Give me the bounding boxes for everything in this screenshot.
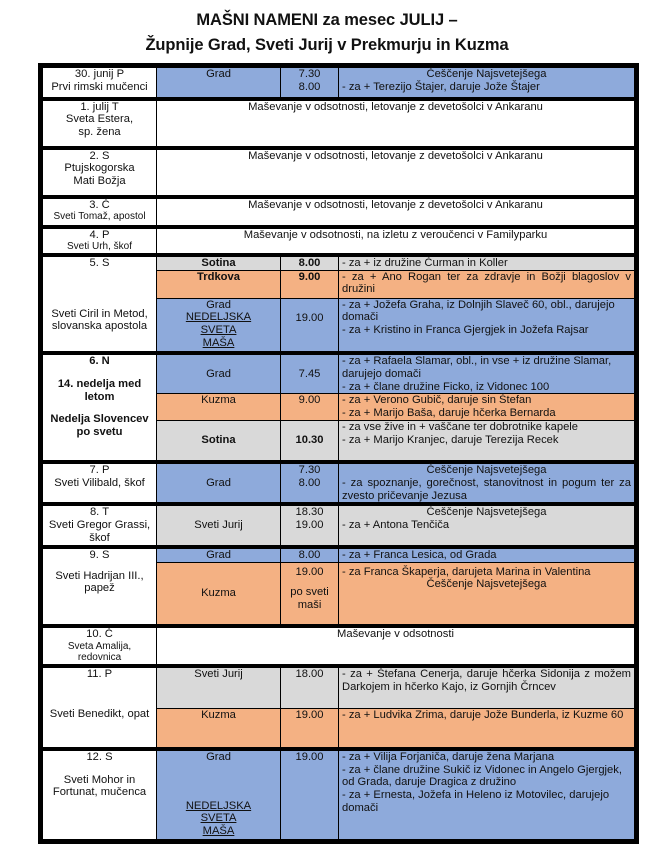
day-cell — [41, 255, 157, 353]
time-value: 8.00 — [298, 80, 321, 93]
intention-cell — [339, 66, 637, 99]
absence-note: Maševanje v odsotnosti — [157, 626, 637, 666]
location-cell: Grad — [157, 547, 281, 562]
intention: - za + Franca Lesica, od Grada — [339, 547, 637, 562]
location-cell: Grad — [157, 462, 281, 504]
time-cell: 9.00 — [281, 394, 339, 421]
adoration-note: Češčenje Najsvetejšega — [426, 463, 547, 476]
day-cell — [41, 353, 157, 462]
day-cell — [41, 462, 157, 504]
day-cell — [41, 148, 157, 197]
day-cell — [41, 197, 157, 227]
sunday-mass-label: MAŠA — [202, 825, 235, 838]
day-cell — [41, 504, 157, 546]
table-row — [41, 66, 637, 99]
adoration-note: Češčenje Najsvetejšega — [426, 578, 547, 591]
day-title: 14. nedelja med letom — [57, 377, 142, 403]
mass-schedule-table — [38, 63, 639, 844]
day-saint: Sveta Amalija, redovnica — [67, 640, 132, 664]
day-saint: Sveti Ciril in Metod, — [51, 307, 148, 320]
time-cell: 18.00 — [281, 666, 339, 709]
time-value: 8.00 — [298, 476, 321, 489]
absence-note: Maševanje v odsotnosti, na izletu z veroučenci v Familyparku — [157, 227, 637, 255]
day-saint: Sveti Vilibald, škof — [54, 476, 145, 489]
day-saint: sp. žena — [78, 126, 121, 139]
intention-cell — [339, 298, 637, 353]
adoration-note: Češčenje Najsvetejšega — [426, 506, 547, 519]
location-name: Grad — [206, 750, 231, 763]
day-saint: Ptujskogorska — [64, 162, 135, 175]
intention-cell — [339, 504, 637, 546]
day-date: 2. S — [89, 149, 110, 162]
adoration-note: Češčenje Najsvetejšega — [426, 68, 547, 80]
intention-cell — [339, 421, 637, 462]
time-cell: 8.00 — [281, 255, 339, 270]
table-row — [41, 547, 637, 562]
time-cell — [281, 66, 339, 99]
day-saint: Sveta Estera, — [65, 113, 134, 126]
day-saint: slovanska apostola — [51, 320, 148, 333]
time-value: 7.30 — [298, 68, 321, 80]
location-cell — [157, 298, 281, 353]
day-date: 8. T — [89, 506, 110, 519]
intention-cell — [339, 394, 637, 421]
day-date: 10. Č — [86, 628, 113, 641]
absence-note: Maševanje v odsotnosti, letovanje z devetošolci v Ankaranu — [157, 197, 637, 227]
time-value: po sveti — [290, 586, 329, 599]
day-date: 7. P — [89, 463, 110, 476]
day-cell — [41, 547, 157, 626]
table-row — [41, 749, 637, 842]
intention: - za + člane družine Ficko, iz Vidonec 100 — [342, 380, 550, 393]
time-cell — [281, 462, 339, 504]
day-date: 12. S — [86, 750, 113, 763]
day-date: 5. S — [89, 256, 110, 269]
intention: - za + Jožefa Graha, iz Dolnjih Slaveč 60, obl., darujejo domači — [342, 298, 615, 324]
table-row — [41, 255, 637, 270]
intention-cell — [339, 562, 637, 626]
day-saint: Sveti Mohor in — [63, 773, 136, 786]
intention: - za + Vilija Forjaniča, daruje žena Marjana — [342, 750, 555, 763]
day-saint: škof — [89, 531, 110, 544]
intention: - za + Ano Rogan ter za zdravje in Božji blagoslov v družini — [339, 270, 637, 298]
location-cell: Grad — [157, 353, 281, 394]
day-date: 4. P — [89, 228, 110, 241]
table-row — [41, 148, 637, 197]
location-cell: Sotina — [157, 421, 281, 462]
time-cell: 19.00 — [281, 749, 339, 842]
time-cell: 7.45 — [281, 353, 339, 394]
location-cell: Kuzma — [157, 709, 281, 749]
time-cell — [281, 298, 339, 353]
time-value: 7.30 — [298, 463, 321, 476]
intention: - za + iz družine Čurman in Koller — [339, 255, 637, 270]
table-row — [41, 227, 637, 255]
location-cell — [157, 749, 281, 842]
intention: - za vse žive in + vaščane ter dobrotnike kapele — [342, 421, 578, 434]
time-value: maši — [297, 599, 322, 612]
location-cell: Sveti Jurij — [157, 666, 281, 709]
sunday-mass-label: SVETA — [200, 812, 237, 825]
day-date: 1. julij T — [80, 100, 119, 113]
day-cell — [41, 227, 157, 255]
location-name: Grad — [206, 298, 231, 311]
table-row — [41, 462, 637, 504]
location-cell: Kuzma — [157, 394, 281, 421]
time-value: 18.30 — [295, 506, 324, 519]
location-cell: Kuzma — [157, 562, 281, 626]
page-title: MAŠNI NAMENI za mesec JULIJ – — [196, 11, 458, 29]
time-value: 19.00 — [295, 311, 324, 324]
table-row — [41, 666, 637, 709]
day-cell — [41, 626, 157, 666]
intention: - za + Marijo Kranjec, daruje Terezija Recek — [342, 434, 559, 447]
table-row — [41, 353, 637, 394]
intention: - za + člane družine Sukič iz Vidonec in Angelo Gjergjek, od Grada, daruje Dragica z družino — [342, 763, 622, 789]
day-saint: Prvi rimski mučenci — [51, 80, 148, 93]
absence-note: Maševanje v odsotnosti, letovanje z devetošolci v Ankaranu — [157, 148, 637, 197]
sunday-mass-label: NEDELJSKA — [185, 311, 252, 324]
intention-cell — [339, 749, 637, 842]
day-title: Nedelja Slovencev po svetu — [50, 413, 149, 439]
intention: - za + Terezijo Štajer, daruje Jože Štajer — [342, 80, 540, 93]
day-saint: Fortunat, mučenca — [52, 786, 147, 799]
table-row — [41, 504, 637, 546]
intention: - za + Marijo Baša, daruje hčerka Bernarda — [342, 407, 556, 420]
day-saint: Sveti Benedikt, opat — [49, 707, 150, 720]
intention: - za spoznanje, gorečnost, stanovitnost in pogum ter za zvesto pričevanje Jezusa — [342, 476, 631, 502]
sunday-mass-label: NEDELJSKA — [185, 799, 252, 812]
table-row — [41, 99, 637, 148]
intention: - za + Verono Gubič, daruje sin Štefan — [342, 394, 532, 407]
intention-cell — [339, 462, 637, 504]
location-cell: Trdkova — [157, 270, 281, 298]
sunday-mass-label: MAŠA — [202, 336, 235, 349]
intention: - za + Kristino in Franca Gjergjek in Jožefa Rajsar — [342, 324, 589, 337]
time-cell — [281, 562, 339, 626]
time-cell: 9.00 — [281, 270, 339, 298]
page-subtitle: Župnije Grad, Sveti Jurij v Prekmurju in Kuzma — [145, 36, 509, 54]
intention: - za + Rafaela Slamar, obl., in vse + iz družine Slamar, darujejo domači — [342, 355, 612, 380]
intention: - za Franca Škaperja, darujeta Marina in Valentina — [342, 565, 591, 578]
day-date: 3. Č — [89, 198, 110, 211]
time-cell: 10.30 — [281, 421, 339, 462]
time-value: 19.00 — [295, 519, 324, 532]
day-date: 30. junij P — [74, 68, 125, 80]
time-cell: 19.00 — [281, 709, 339, 749]
absence-note: Maševanje v odsotnosti, letovanje z devetošolci v Ankaranu — [157, 99, 637, 148]
day-saint: Sveti Urh, škof — [66, 241, 133, 253]
location-cell: Sotina — [157, 255, 281, 270]
intention: - za + Ludvika Zrima, daruje Jože Bunderla, iz Kuzme 60 — [339, 709, 637, 749]
day-date: 6. N — [89, 355, 110, 368]
intention: - za + Antona Tenčiča — [342, 519, 450, 532]
day-saint: papež — [84, 582, 115, 595]
time-value: 19.00 — [295, 565, 324, 578]
day-cell — [41, 749, 157, 842]
day-date: 11. P — [86, 667, 113, 680]
day-cell — [41, 66, 157, 99]
table-row — [41, 626, 637, 666]
intention: - za + Ernesta, Jožefa in Heleno iz Motovilec, darujejo domači — [342, 789, 610, 815]
location-cell: Sveti Jurij — [157, 504, 281, 546]
intention: - za + Štefana Cenerja, daruje hčerka Sidonija z možem Darkojem in hčerko Kajo, iz Gornjih Črncev — [339, 666, 637, 709]
day-date: 9. S — [89, 548, 110, 561]
day-cell — [41, 99, 157, 148]
table-row — [41, 197, 637, 227]
time-cell — [281, 504, 339, 546]
day-saint: Sveti Gregor Grassi, — [48, 519, 151, 532]
location-cell: Grad — [157, 66, 281, 99]
time-cell: 8.00 — [281, 547, 339, 562]
intention-cell — [339, 353, 637, 394]
day-saint: Sveti Hadrijan III., — [55, 569, 144, 582]
sunday-mass-label: SVETA — [200, 324, 237, 337]
day-saint: Sveti Tomaž, apostol — [53, 211, 146, 223]
day-cell — [41, 666, 157, 749]
day-saint: Mati Božja — [73, 175, 126, 188]
